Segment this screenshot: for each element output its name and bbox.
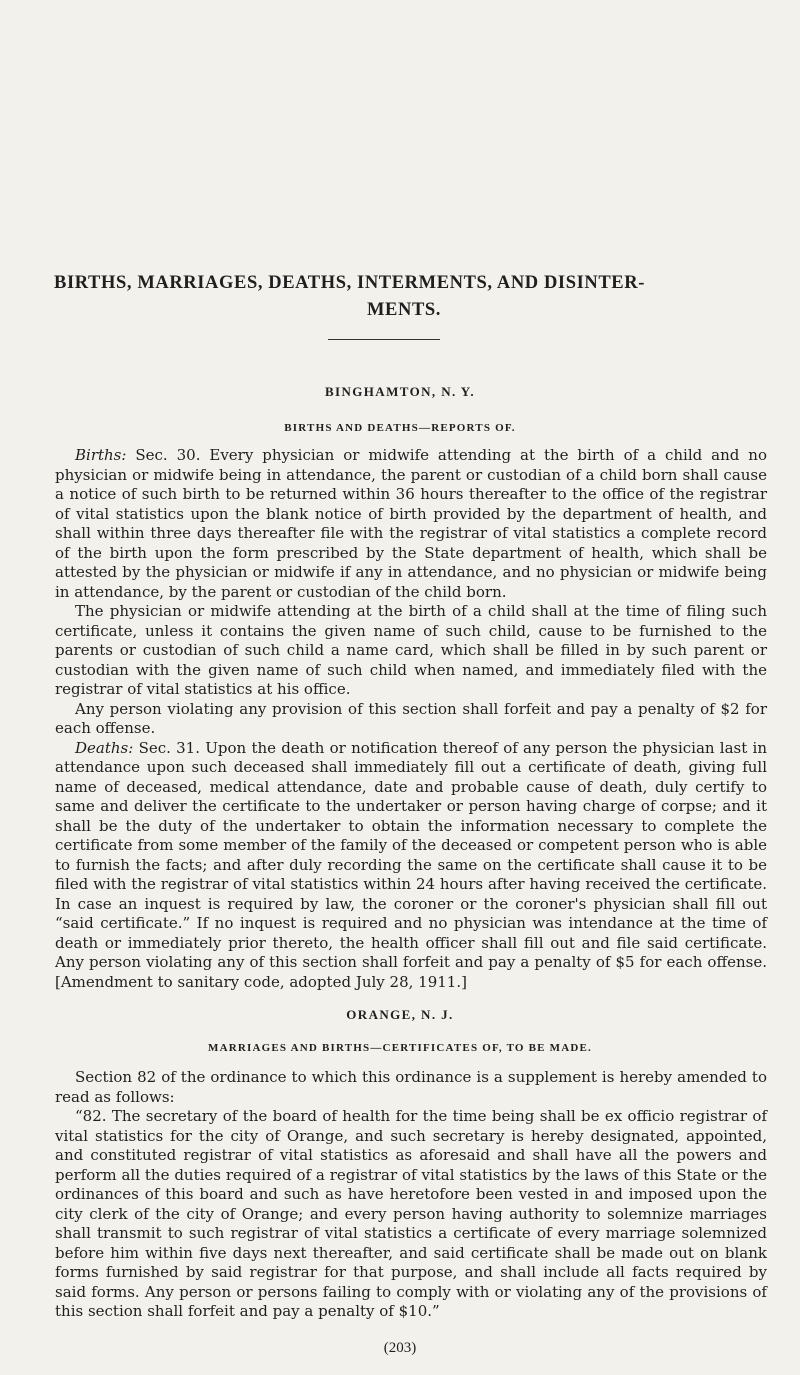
deaths-text: Sec. 31. Upon the death or notification thereof of any person the physician last in attendance upon such deceased shall immediately fill out a certificate of death, giving full name of deceased, medical attendance, date and probable cause of death, duly certify to same and deliver the certificate to the undertaker or person having charge of corpse; and it shall be the duty of the undertaker to obtain the information necessary to complete the certificate from some member of the family of the deceased or competent person who is able to furnish the facts; and after duly recording the same on the certificate shall cause it to be filed with the registrar of vital statistics within 24 hours after having received the certificate. In case an inquest is required by law, the coroner or the coroner's physician shall fill out “said certificate.” If no inquest is required and no physician was intendance at the time of death or immediately prior thereto, the health officer shall fill out and file said certificate. Any person violating any of this section shall forfeit and pay a penalty of $5 for each offense. [Amendment to sanitary code, adopted July 28, 1911.]	[55, 738, 767, 991]
binghamton-heading: BINGHAMTON, N. Y.	[324, 384, 476, 399]
deaths-paragraph	[55, 739, 767, 993]
orange-heading: ORANGE, N. J.	[346, 1007, 454, 1022]
births-text: Sec. 30. Every physician or midwife attending at the birth of a child and no physician or midwife being in attendance, the parent or custodian of a child born shall cause a notice of such birth to be returned within 36 hours thereafter to the office of the registrar of vital statistics upon the blank notice of birth provided by the department of health, and shall within three days thereafter file with the registrar of vital statistics a complete record of the birth upon the form prescribed by the State department of health, which shall be attested by the physician or midwife if any in attendance, and no physician or midwife being in attendance, by the parent or custodian of the child born.	[55, 446, 767, 601]
page-number: (203)	[383, 1340, 417, 1356]
orange-section	[55, 1068, 767, 1322]
deaths-label: Deaths:	[75, 738, 134, 757]
births-penalty-paragraph: Any person violating any provision of this section shall forfeit and pay a penalty of $2 for each offense.	[55, 699, 767, 737]
births-label: Births:	[75, 446, 127, 464]
orange-section-82-paragraph: “82. The secretary of the board of health for the time being shall be ex officio registrar of vital statistics for the city of Orange, and such secretary is hereby designated, appointed, and constituted registrar of vital statistics as aforesaid and shall have all the powers and perform all the duties required of a registrar of vital statistics by the laws of this State or the ordinances of this board and such as have heretofore been vested in and imposed upon the city clerk of the city of Orange; and every person having authority to solemnize marriages shall transmit to such registrar of vital statistics a certificate of every marriage solemnized before him within five days next thereafter, and said certificate shall be made out on blank forms furnished by said registrar for that purpose, and shall include all facts required by said forms. Any person or persons failing to comply with or violating any of the provisions of this section shall forfeit and pay a penalty of $10.”	[55, 1107, 767, 1320]
title-line-2: MENTS.	[366, 300, 441, 320]
births-paragraph	[55, 446, 767, 602]
orange-subheading: MARRIAGES AND BIRTHS—CERTIFICATES OF, TO BE MADE.	[207, 1042, 593, 1054]
binghamton-section	[55, 446, 767, 992]
title-divider	[328, 339, 440, 340]
binghamton-subheading: BIRTHS AND DEATHS—REPORTS OF.	[284, 422, 516, 434]
title-line-1: BIRTHS, MARRIAGES, DEATHS, INTERMENTS, AND DISINTER-	[54, 273, 645, 293]
document-title	[54, 270, 754, 324]
births-name-card-paragraph: The physician or midwife attending at the birth of a child shall at the time of filing such certificate, unless it contains the given name of such child, cause to be furnished to the parents or custodian of such child a name card, which shall be filled in by such parent or custodian with the given name of such child when named, and immediately filed with the registrar of vital statistics at his office.	[55, 602, 767, 698]
orange-intro-paragraph: Section 82 of the ordinance to which this ordinance is a supplement is hereby amended to read as follows:	[55, 1068, 767, 1106]
